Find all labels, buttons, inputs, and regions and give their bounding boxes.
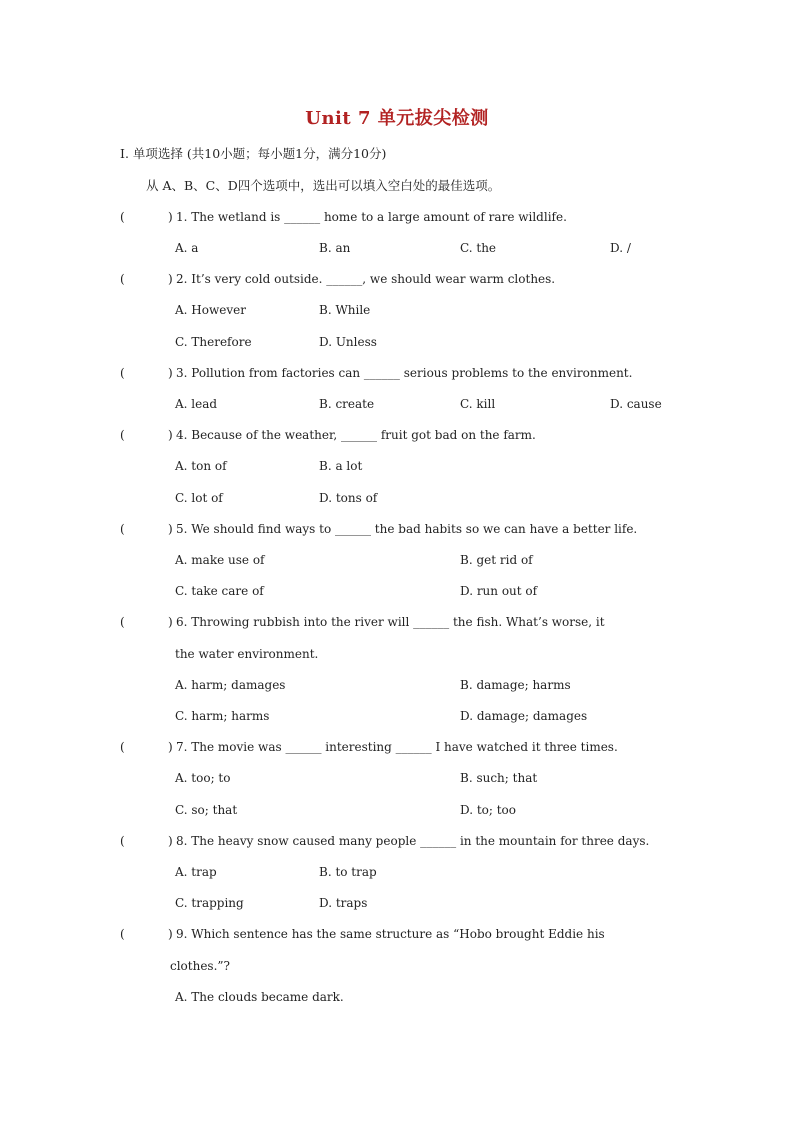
answer-paren-close: ) <box>168 210 173 224</box>
question-text: 7. The movie was ______ interesting ______ I have watched it three times. <box>176 740 618 754</box>
answer-paren-close: ) <box>168 272 173 286</box>
option-d: D. tons of <box>319 491 378 505</box>
instruction-text: 从 A、B、C、D四个选项中，选出可以填入空白处的最佳选项。 <box>146 178 501 193</box>
option-a: A. trap <box>175 865 217 879</box>
option-a: A. lead <box>175 397 218 411</box>
option-d: D. damage; damages <box>460 709 588 723</box>
question-text: 5. We should find ways to ______ the bad habits so we can have a better life. <box>176 522 638 536</box>
answer-paren-open: ( <box>120 366 125 380</box>
option-d: D. traps <box>319 896 368 910</box>
option-b: B. an <box>319 241 351 255</box>
option-b: B. such; that <box>460 771 538 785</box>
option-d: D. run out of <box>460 584 538 598</box>
option-b: B. get rid of <box>460 553 533 567</box>
answer-paren-close: ) <box>168 366 173 380</box>
option-c: C. so; that <box>175 803 238 817</box>
option-d: D. / <box>610 241 631 255</box>
option-c: C. lot of <box>175 491 223 505</box>
option-b: B. damage; harms <box>460 678 571 692</box>
option-c: C. harm; harms <box>175 709 270 723</box>
answer-paren-open: ( <box>120 428 125 442</box>
answer-paren-close: ) <box>168 834 173 848</box>
option-c: C. the <box>460 241 497 255</box>
answer-paren-open: ( <box>120 740 125 754</box>
answer-paren-close: ) <box>168 428 173 442</box>
option-c: C. kill <box>460 397 496 411</box>
option-c: C. take care of <box>175 584 264 598</box>
option-a: A. too; to <box>175 771 231 785</box>
question-text: 4. Because of the weather, ______ fruit got bad on the farm. <box>176 428 536 442</box>
option-b: B. to trap <box>319 865 377 879</box>
option-d: D. to; too <box>460 803 516 817</box>
option-a: A. The clouds became dark. <box>175 990 344 1004</box>
option-c: C. Therefore <box>175 335 252 349</box>
option-b: B. a lot <box>319 459 363 473</box>
option-a: A. harm; damages <box>175 678 286 692</box>
option-d: D. Unless <box>319 335 377 349</box>
option-b: B. create <box>319 397 375 411</box>
option-c: C. trapping <box>175 896 244 910</box>
option-a: A. ton of <box>175 459 227 473</box>
page-title: Unit 7 单元拔尖检测 <box>305 108 489 129</box>
question-text: 1. The wetland is ______ home to a large amount of rare wildlife. <box>176 210 567 224</box>
question-continuation: the water environment. <box>175 647 319 661</box>
option-a: A. However <box>175 303 246 317</box>
option-b: B. While <box>319 303 371 317</box>
answer-paren-close: ) <box>168 740 173 754</box>
question-text: 9. Which sentence has the same structure as “Hobo brought Eddie his <box>176 927 605 941</box>
answer-paren-open: ( <box>120 834 125 848</box>
answer-paren-open: ( <box>120 927 125 941</box>
option-d: D. cause <box>610 397 662 411</box>
option-a: A. a <box>175 241 199 255</box>
answer-paren-open: ( <box>120 210 125 224</box>
answer-paren-close: ) <box>168 927 173 941</box>
section-heading: I. 单项选择 (共10小题；每小题1分，满分10分) <box>120 146 387 161</box>
question-text: 2. It’s very cold outside. ______, we should wear warm clothes. <box>176 272 556 286</box>
answer-paren-open: ( <box>120 522 125 536</box>
answer-paren-open: ( <box>120 272 125 286</box>
question-text: 3. Pollution from factories can ______ serious problems to the environment. <box>176 366 633 380</box>
option-a: A. make use of <box>175 553 265 567</box>
question-text: 6. Throwing rubbish into the river will ______ the fish. What’s worse, it <box>176 615 605 629</box>
answer-paren-close: ) <box>168 615 173 629</box>
answer-paren-open: ( <box>120 615 125 629</box>
question-continuation: clothes.”? <box>170 959 230 973</box>
question-text: 8. The heavy snow caused many people ______ in the mountain for three days. <box>176 834 650 848</box>
answer-paren-close: ) <box>168 522 173 536</box>
